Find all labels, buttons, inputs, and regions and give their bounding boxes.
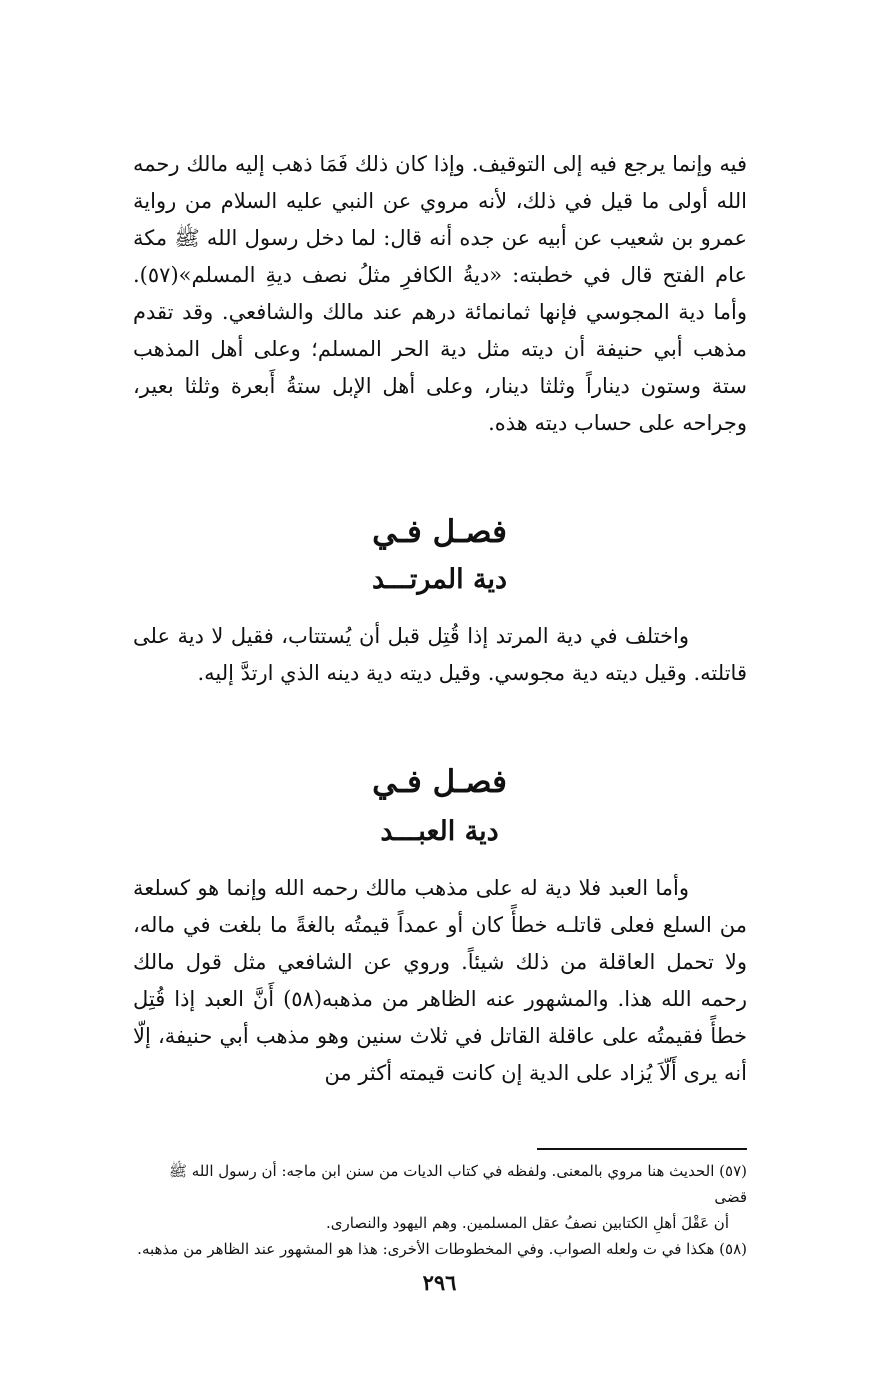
footnote-57-line-1: (٥٧) الحديث هنا مروي بالمعنى. ولفظه في كتاب الديات من سنن ابن ماجه: أن رسول الله ﷺ قضى <box>168 1162 747 1206</box>
footnote-58: (٥٨) هكذا في ت ولعله الصواب. وفي المخطوطات الأخرى: هذا هو المشهور عند الظاهر من مذهبه. <box>137 1240 747 1258</box>
body-paragraph-1: فيه وإنما يرجع فيه إلى التوقيف. وإذا كان ذلك فَمَا ذهب إليه مالك رحمه الله أولى ما قيل في ذلك، لأنه مروي عن النبي عليه السلام من رواية عمرو بن شعيب عن أبيه عن جده أنه قال: لما دخل رسول الله ﷺ مكة عام الفتح قال في خطبته: «ديةُ الكافرِ مثلُ نصف ديةِ المسلم»(٥٧). وأما دية المجوسي فإنها ثمانمائة درهم عند مالك والشافعي. وقد تقدم مذهب أبي حنيفة أن ديته مثل دية الحر المسلم؛ وعلى أهل المذهب ستة وستون ديناراً وثلثا دينار، وعلى أهل الإبل ستةُ أَبعرة وثلثا بعير، وجراحه على حساب ديته هذه. <box>133 152 747 435</box>
footnote-57-line-2: أن عَقْلَ أهلِ الكتابين نصفُ عقل المسلمين. وهم اليهود والنصارى. <box>325 1214 729 1232</box>
footnote-divider <box>537 1148 747 1150</box>
body-paragraph-2: واختلف في دية المرتد إذا قُتِل قبل أن يُستتاب، فقيل لا دية على قاتلته. وقيل ديته دية مجوسي. وقيل ديته دية دينه الذي ارتدَّ إليه. <box>133 624 747 685</box>
section-heading-1: فصـل فـي <box>372 514 507 550</box>
section-title-apostate: دية المرتـــد <box>371 564 508 595</box>
section-heading-2: فصـل فـي <box>372 764 507 800</box>
footnotes <box>133 1158 747 1262</box>
page-number: ٢٩٦ <box>422 1270 457 1295</box>
section-title-slave: دية العبـــد <box>380 816 499 847</box>
body-paragraph-3: وأما العبد فلا دية له على مذهب مالك رحمه الله وإنما هو كسلعة من السلع فعلى قاتلـه خطأً كان أو عمداً قيمتُه بالغةً ما بلغت في ماله، ولا تحمل العاقلة من ذلك شيئاً. وروي عن الشافعي مثل قول مالك رحمه الله هذا. والمشهور عنه الظاهر من مذهبه(٥٨) أَنَّ العبد إذا قُتِل خطأً فقيمتُه على عاقلة القاتل في ثلاث سنين وهو مذهب أبي حنيفة، إلّا أنه يرى أَلّاَ يُزاد على الدية إن كانت قيمته أكثر من <box>133 876 747 1085</box>
